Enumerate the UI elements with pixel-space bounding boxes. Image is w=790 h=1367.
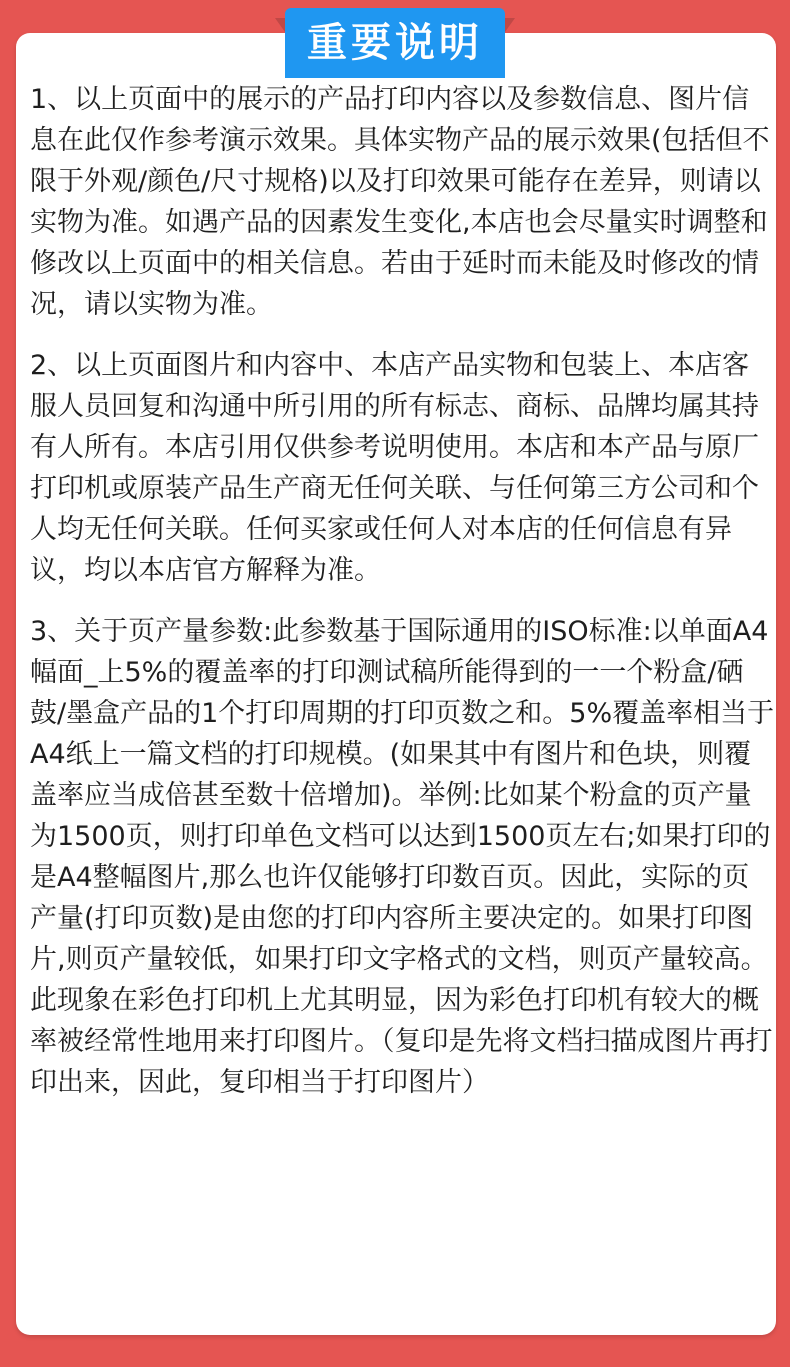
- notice-paragraph-3: 3、关于页产量参数:此参数基于国际通用的ISO标准:以单面A4幅面_上5%的覆盖率的打印测试稿所能得到的一一个粉盒/硒鼓/墨盒产品的1个打印周期的打印页数之和。5%覆盖率相当于A4纸上一篇文档的打印规模。(如果其中有图片和色块，则覆盖率应当成倍甚至数十倍增加)。举例:比如某个粉盒的页产量为1500页，则打印单色文档可以达到1500页左右;如果打印的是A4整幅图片,那么也许仅能够打印数百页。因此，实际的页产量(打印页数)是由您的打印内容所主要决定的。如果打印图片,则页产量较低，如果打印文字格式的文档，则页产量较高。此现象在彩色打印机上尤其明显，因为彩色打印机有较大的概率被经常性地用来打印图片。（复印是先将文档扫描成图片再打印出来，因此，复印相当于打印图片）: [30, 616, 775, 1098]
- notice-paragraph-2: 2、以上页面图片和内容中、本店产品实物和包装上、本店客服人员回复和沟通中所引用的所有标志、商标、品牌均属其持有人所有。本店引用仅供参考说明使用。本店和本产品与原厂打印机或原装产品生产商无任何关联、与任何第三方公司和个人均无任何关联。任何买家或任何人对本店的任何信息有异议，均以本店官方解释为准。: [30, 350, 759, 586]
- notice-card: [16, 33, 776, 1335]
- notice-paragraph-1: 1、以上页面中的展示的产品打印内容以及参数信息、图片信息在此仅作参考演示效果。具体实物产品的展示效果(包括但不限于外观/颜色/尺寸规格)以及打印效果可能存在差异，则请以实物为准。如遇产品的因素发生变化,本店也会尽量实时调整和修改以上页面中的相关信息。若由于延时而未能及时修改的情况，请以实物为准。: [30, 84, 770, 320]
- page-title: 重要说明: [285, 8, 505, 78]
